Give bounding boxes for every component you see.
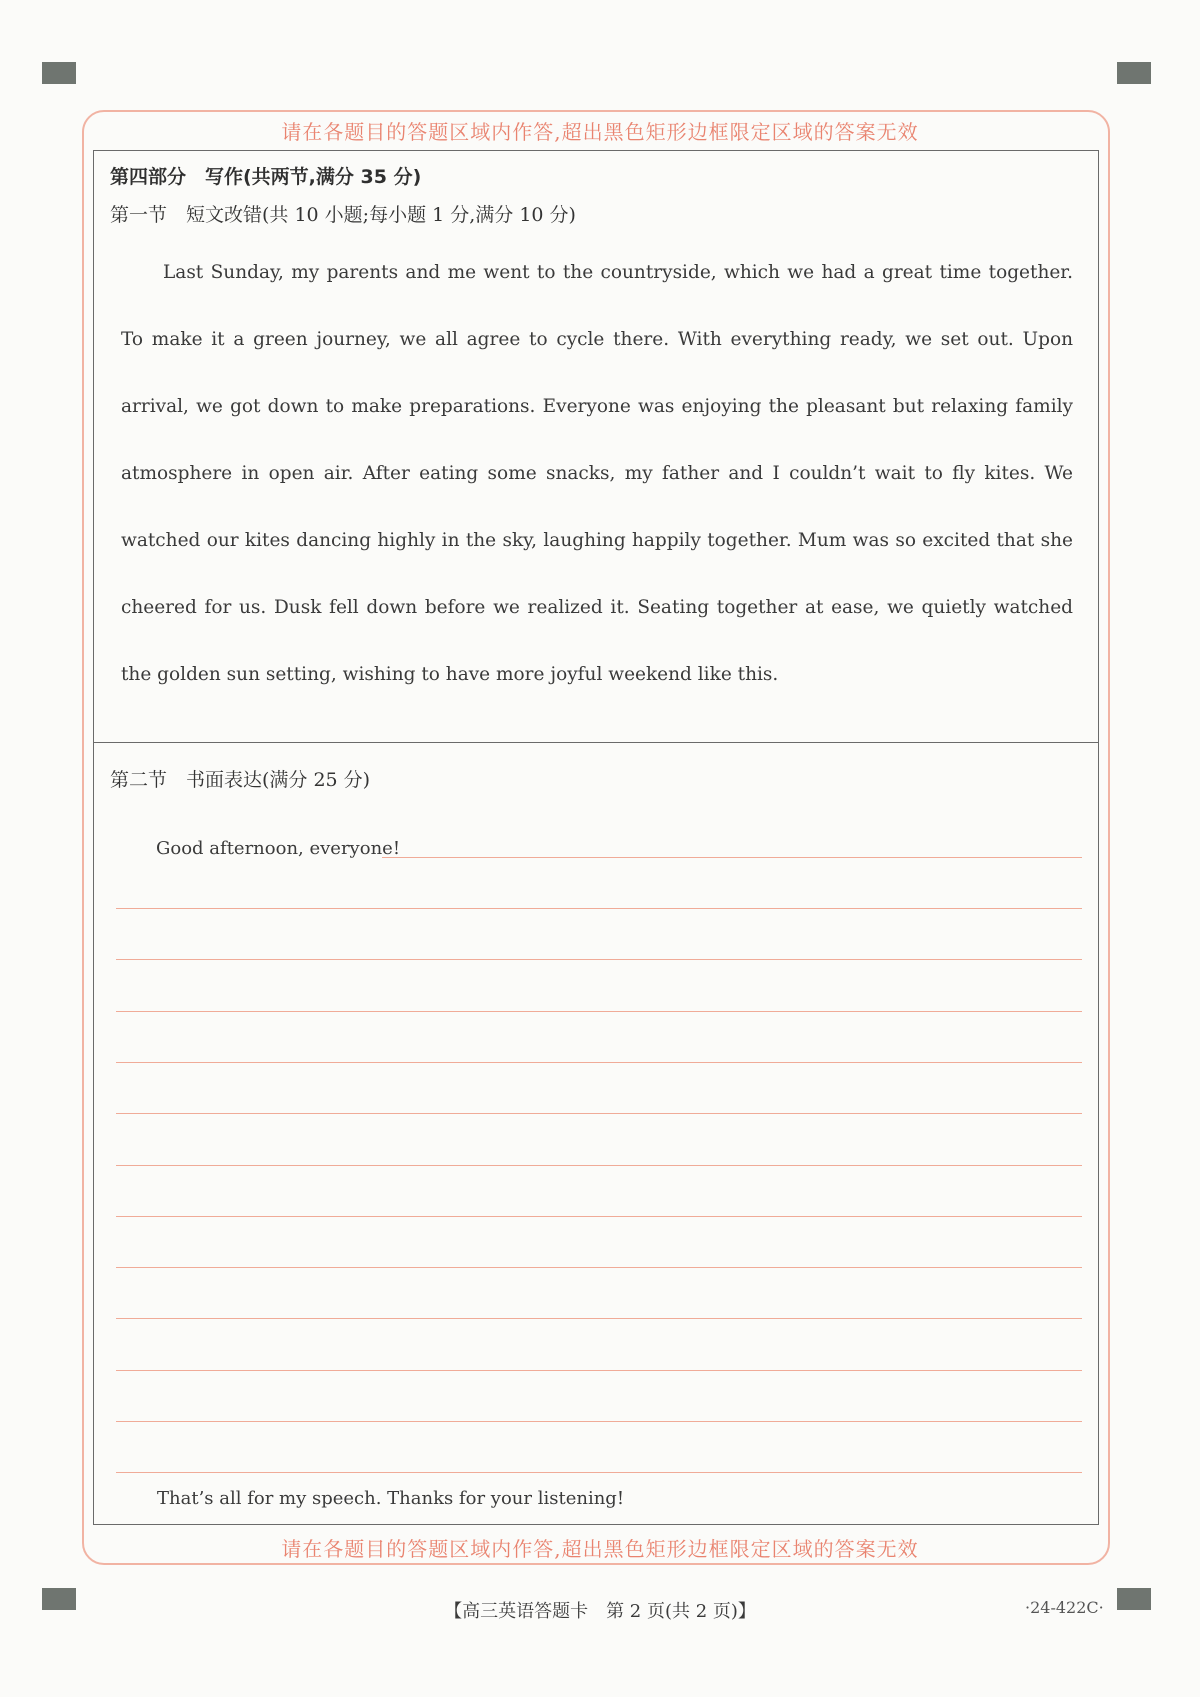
- writing-line[interactable]: [116, 959, 1082, 960]
- registration-marker-top-right: [1117, 62, 1151, 84]
- writing-line[interactable]: [116, 1165, 1082, 1166]
- section-divider: [93, 742, 1099, 743]
- footer-code: ·24-422C·: [1025, 1598, 1104, 1617]
- writing-line[interactable]: [116, 908, 1082, 909]
- writing-line[interactable]: [116, 1062, 1082, 1063]
- notice-bottom: 请在各题目的答题区域内作答,超出黑色矩形边框限定区域的答案无效: [281, 1537, 919, 1561]
- writing-line[interactable]: [116, 1421, 1082, 1422]
- writing-line[interactable]: [116, 1472, 1082, 1473]
- notice-top: 请在各题目的答题区域内作答,超出黑色矩形边框限定区域的答案无效: [281, 120, 919, 144]
- speech-closing: That’s all for my speech. Thanks for your listening!: [157, 1488, 625, 1509]
- speech-greeting: Good afternoon, everyone!: [156, 838, 401, 859]
- writing-line[interactable]: [116, 1113, 1082, 1114]
- writing-line[interactable]: [116, 1216, 1082, 1217]
- writing-line[interactable]: [116, 1267, 1082, 1268]
- registration-marker-top-left: [42, 62, 76, 84]
- footer-title: 【高三英语答题卡 第 2 页(共 2 页)】: [444, 1601, 756, 1622]
- correction-passage: Last Sunday, my parents and me went to the countryside, which we had a great time together. To make it a green journey, we all agree to cycle there. With everything ready, we set out. Upon arrival, we got down to make preparations. Everyone was enjoying the pleasant but relaxing family atmosphere in open air. After eating some snacks, my father and I couldn’t wait to fly kites. We watched our kites dancing highly in the sky, laughing happily together. Mum was so excited that she cheered for us. Dusk fell down before we realized it. Seating together at ease, we quietly watched the golden sun setting, wishing to have more joyful weekend like this.: [121, 262, 1073, 685]
- writing-line[interactable]: [116, 1318, 1082, 1319]
- writing-line[interactable]: [116, 1370, 1082, 1371]
- writing-line[interactable]: [116, 1011, 1082, 1012]
- section1-heading: 第一节 短文改错(共 10 小题;每小题 1 分,满分 10 分): [110, 204, 576, 226]
- part-heading: 第四部分 写作(共两节,满分 35 分): [110, 166, 422, 188]
- writing-line[interactable]: [382, 857, 1082, 858]
- section2-heading: 第二节 书面表达(满分 25 分): [110, 769, 371, 791]
